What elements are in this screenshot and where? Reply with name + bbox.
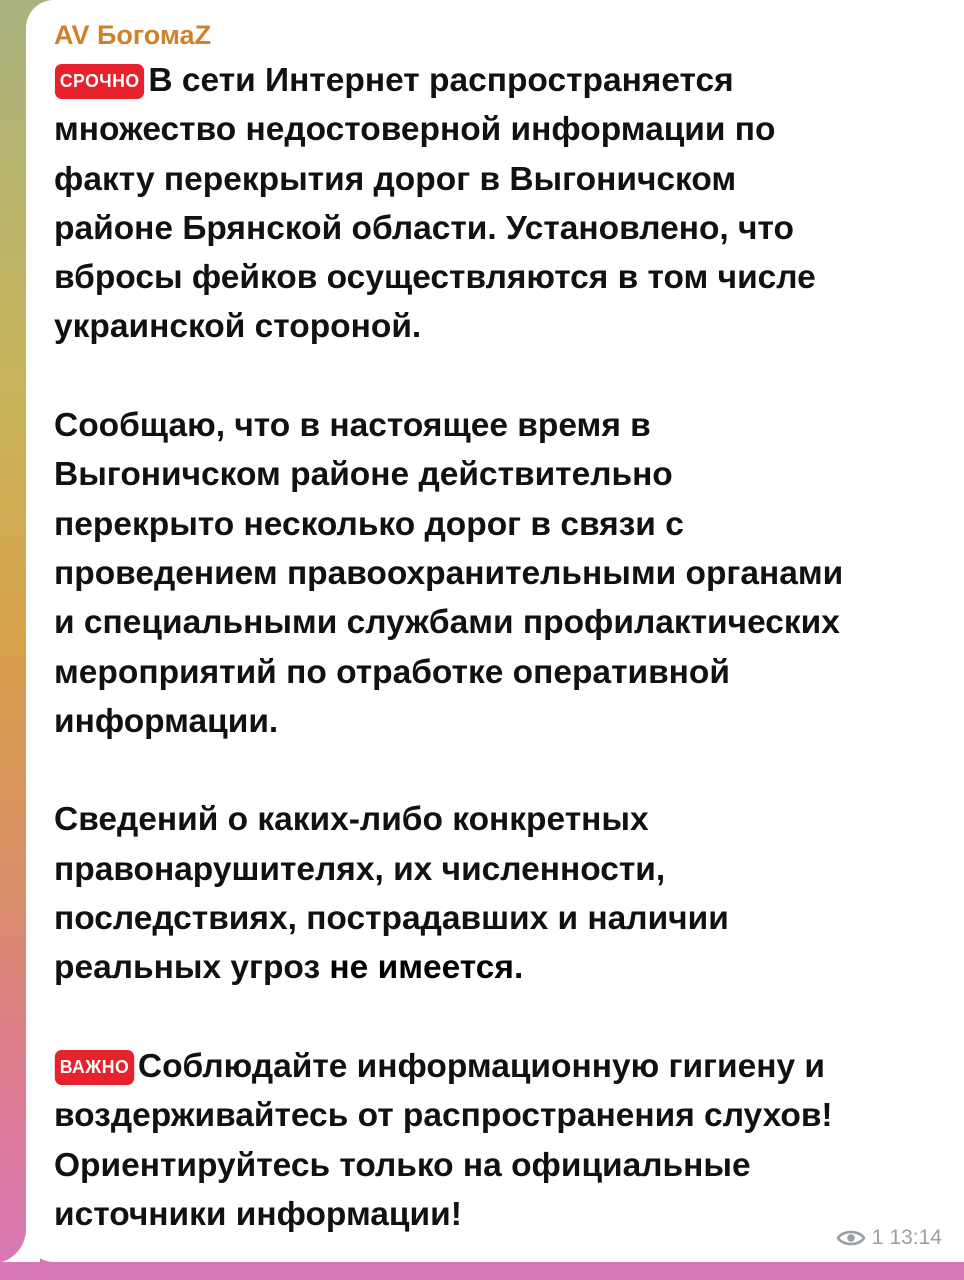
message-line: украинской стороной. xyxy=(54,308,422,346)
message-line: источники информации! xyxy=(54,1195,462,1233)
important-badge: ВАЖНО xyxy=(55,1050,134,1085)
message-line xyxy=(54,56,949,105)
paragraph-gap xyxy=(54,352,949,401)
message-line: правонарушителях, их численности, xyxy=(54,850,666,888)
eye-icon xyxy=(836,1228,866,1248)
message-time: 13:14 xyxy=(889,1226,942,1249)
message-line: Ориентируйтесь только на официальные xyxy=(54,1146,751,1184)
paragraph-gap xyxy=(54,746,949,795)
message-line xyxy=(54,943,949,992)
message-bubble xyxy=(26,0,964,1262)
emphasis-text: не имеется xyxy=(329,949,514,987)
message-line: перекрыто несколько дорог в связи с xyxy=(54,505,684,543)
message-line-text: В сети Интернет распространяется xyxy=(148,62,734,99)
message-line-text: реальных угроз xyxy=(54,949,330,987)
message-line: последствиях, пострадавших и наличии xyxy=(54,900,729,938)
urgent-badge: СРОЧНО xyxy=(55,64,145,99)
message-line xyxy=(54,1042,949,1091)
message-line-text: . xyxy=(513,949,524,987)
message-line: Сведений о каких-либо конкретных xyxy=(54,801,649,839)
view-count: 1 xyxy=(871,1226,884,1249)
message-line: мероприятий по отработке оперативной xyxy=(54,653,730,691)
message-line-text: Соблюдайте информационную гигиену и xyxy=(137,1047,825,1085)
message-line: Выгоничском районе действительно xyxy=(54,456,673,494)
message-text xyxy=(54,56,949,1239)
message-line: факту перекрытия дорог в Выгоничском xyxy=(54,160,737,198)
message-line: и специальными службами профилактических xyxy=(54,604,840,642)
message-line: информации. xyxy=(54,702,279,740)
message-line: проведением правоохранительными органами xyxy=(54,554,844,592)
channel-name[interactable]: AV БогомаZ xyxy=(54,20,212,50)
message-line: районе Брянской области. Установлено, что xyxy=(54,209,794,247)
paragraph-gap xyxy=(54,993,949,1042)
message-line: множество недостоверной информации по xyxy=(54,111,776,149)
message-line: Сообщаю, что в настоящее время в xyxy=(54,407,651,445)
message-line: вбросы фейков осуществляются в том числе xyxy=(54,259,816,297)
message-meta xyxy=(836,1226,942,1250)
message-line: воздерживайтесь от распространения слухов! xyxy=(54,1097,833,1135)
